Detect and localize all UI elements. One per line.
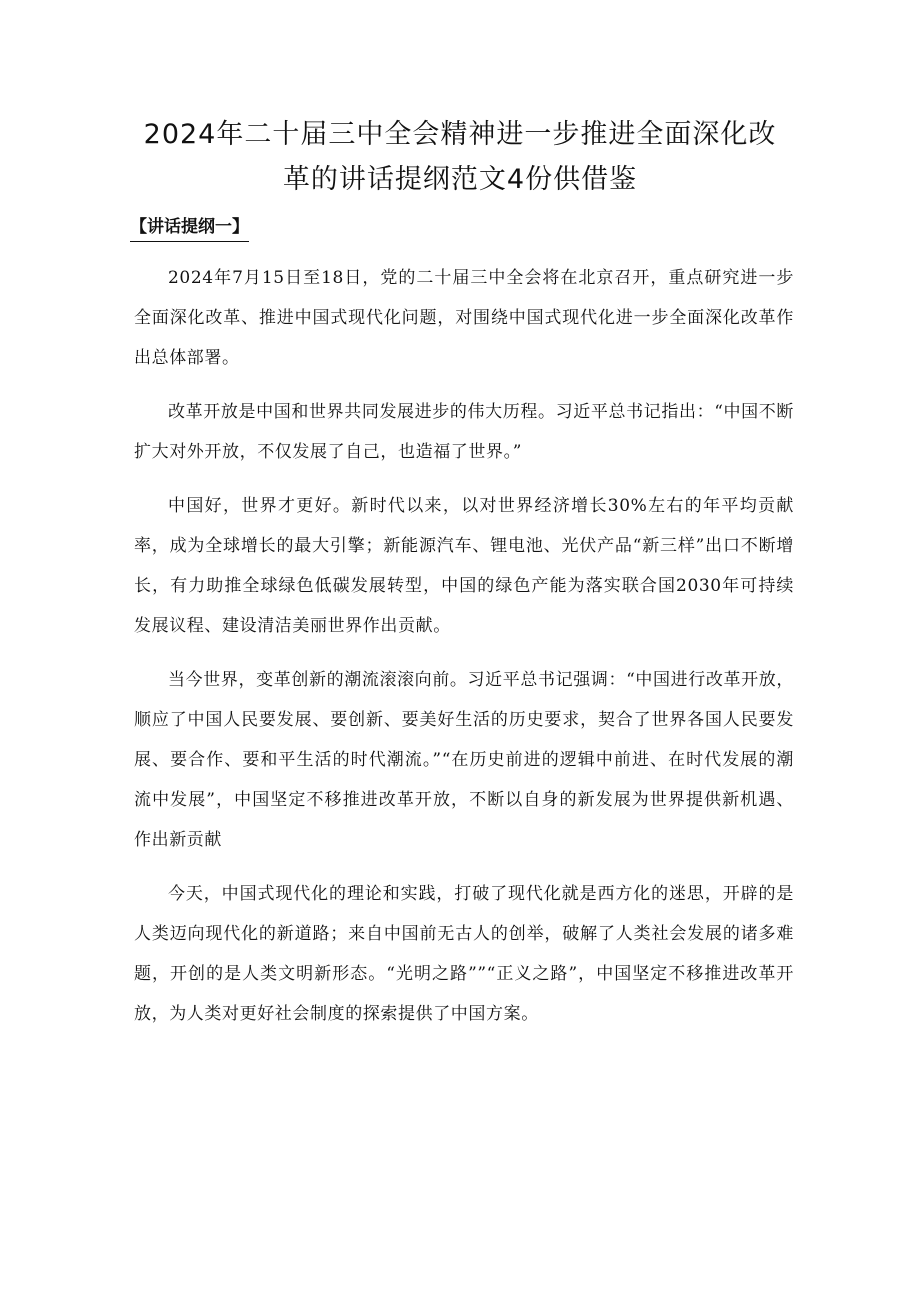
- document-title: [130, 112, 790, 202]
- document-title-line-1: 2024年二十届三中全会精神进一步推进全面深化改: [143, 119, 777, 150]
- paragraph-3: 中国好，世界才更好。新时代以来，以对世界经济增长30%左右的年平均贡献率，成为全球增长的最大引擎；新能源汽车、锂电池、光伏产品“新三样”出口不断增长，有力助推全球绿色低碳发展转型，中国的绿色产能为落实联合国2030年可持续发展议程、建设清洁美丽世界作出贡献。: [134, 496, 794, 636]
- paragraph-1: 2024年7月15日至18日，党的二十届三中全会将在北京召开，重点研究进一步全面深化改革、推进中国式现代化问题，对围绕中国式现代化进一步全面深化改革作出总体部署。: [134, 268, 794, 368]
- document-body: [134, 258, 794, 1048]
- paragraph-4: 当今世界，变革创新的潮流滚滚向前。习近平总书记强调：“中国进行改革开放，顺应了中国人民要发展、要创新、要美好生活的历史要求，契合了世界各国人民要发展、要合作、要和平生活的时代潮流。”“在历史前进的逻辑中前进、在时代发展的潮流中发展”，中国坚定不移推进改革开放，不断以自身的新发展为世界提供新机遇、作出新贡献: [134, 670, 794, 850]
- paragraph-2: 改革开放是中国和世界共同发展进步的伟大历程。习近平总书记指出：“中国不断扩大对外开放，不仅发展了自己，也造福了世界。”: [134, 402, 794, 462]
- document-title-line-2: 革的讲话提纲范文4份供借鉴: [282, 164, 638, 195]
- section-heading: 【讲话提纲一】: [130, 213, 249, 242]
- paragraph-5: 今天，中国式现代化的理论和实践，打破了现代化就是西方化的迷思，开辟的是人类迈向现代化的新道路；来自中国前无古人的创举，破解了人类社会发展的诸多难题，开创的是人类文明新形态。“光明之路””“正义之路”，中国坚定不移推进改革开放，为人类对更好社会制度的探索提供了中国方案。: [134, 884, 794, 1024]
